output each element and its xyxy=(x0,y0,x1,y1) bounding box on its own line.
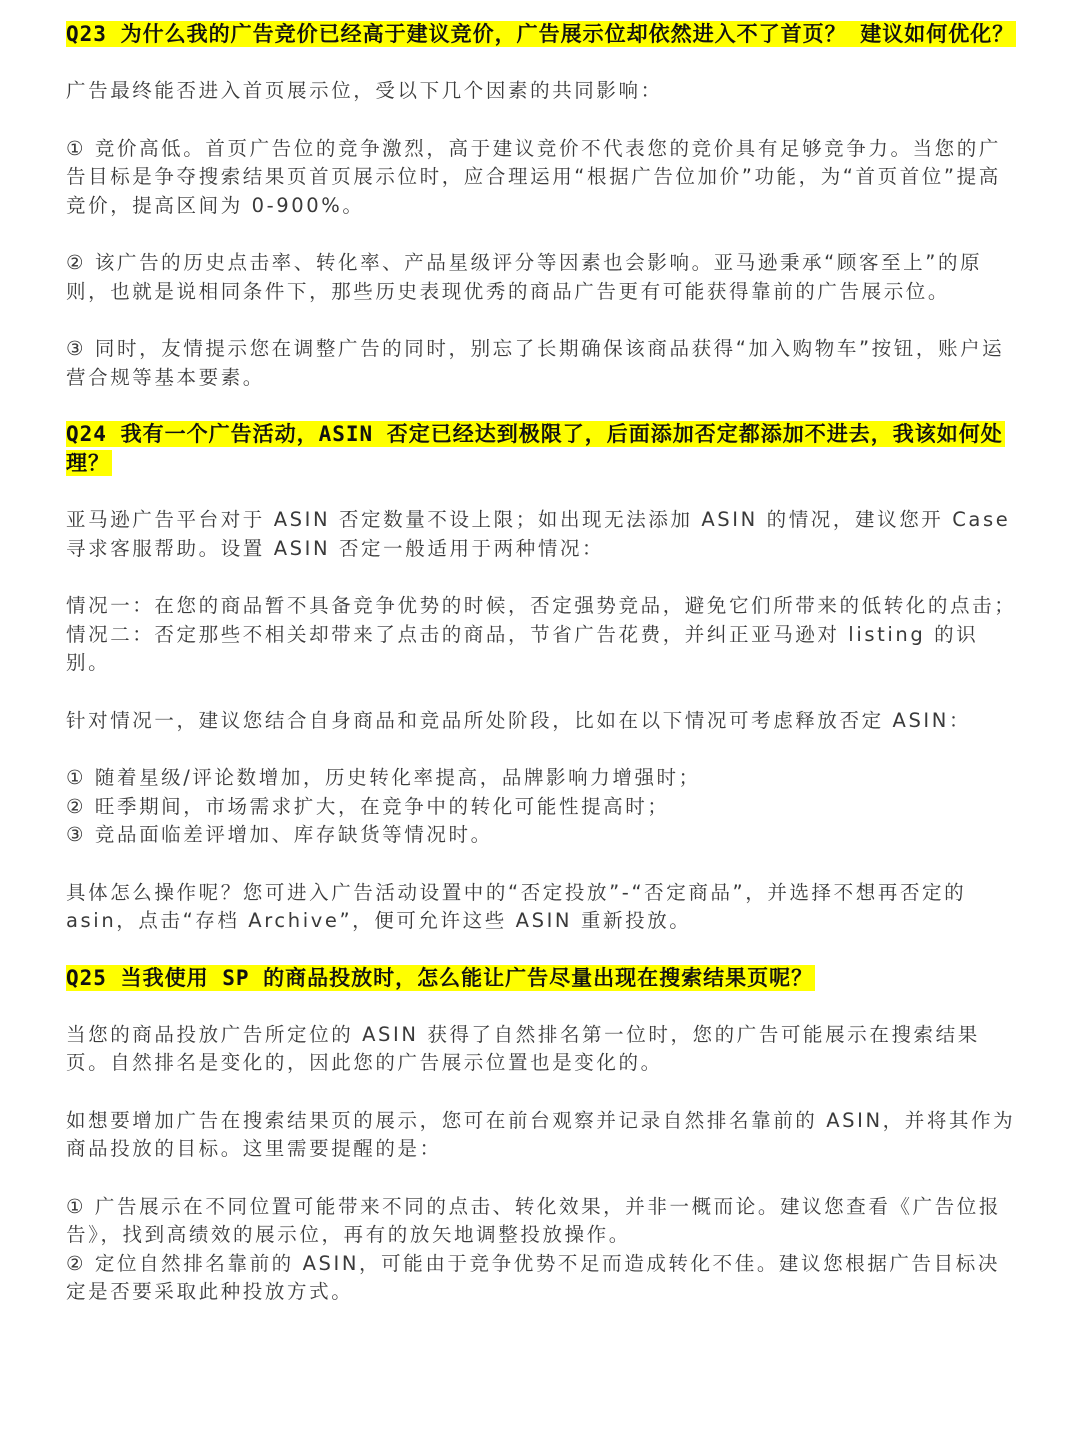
q24-list-item-3: ③ 竞品面临差评增加、库存缺货等情况时。 xyxy=(66,823,493,846)
q25-list-item-1: ① 广告展示在不同位置可能带来不同的点击、转化效果，并非一概而论。建议您查看《广告位报告》，找到高绩效的展示位，再有的放矢地调整投放操作。 xyxy=(66,1194,1001,1246)
q24-list-item-1: ① 随着星级/评论数增加，历史转化率提高，品牌影响力增强时； xyxy=(66,766,701,789)
q24-intro: 亚马逊广告平台对于 ASIN 否定数量不设上限；如出现无法添加 ASIN 的情况，建议您开 Case 寻求客服帮助。设置 ASIN 否定一般适用于两种情况： xyxy=(66,508,1011,560)
q25-heading xyxy=(66,964,1018,993)
q23-point-2: ② 该广告的历史点击率、转化率、产品星级评分等因素也会影响。亚马逊秉承“顾客至上”的原则，也就是说相同条件下，那些历史表现优秀的商品广告更有可能获得靠前的广告展示位。 xyxy=(66,251,983,303)
q24-howto: 具体怎么操作呢？您可进入广告活动设置中的“否定投放”-“否定商品”，并选择不想再否定的 asin，点击“存档 Archive”，便可允许这些 ASIN 重新投放。 xyxy=(66,880,967,932)
q23-heading-text: Q23 为什么我的广告竞价已经高于建议竞价，广告展示位却依然进入不了首页？ 建议如何优化？ xyxy=(66,22,1015,46)
q23-intro: 广告最终能否进入首页展示位，受以下几个因素的共同影响： xyxy=(66,79,663,102)
q24-advice: 针对情况一，建议您结合自身商品和竞品所处阶段，比如在以下情况可考虑释放否定 ASIN： xyxy=(66,708,972,732)
q24-heading xyxy=(66,420,1018,478)
q24-heading-text: Q24 我有一个广告活动，ASIN 否定已经达到极限了，后面添加否定都添加不进去，我该如何处理？ xyxy=(66,422,1003,475)
document-page xyxy=(66,20,1018,1307)
q24-case-2: 情况二：否定那些不相关却带来了点击的商品，节省广告花费，并纠正亚马逊对 listing 的识别。 xyxy=(66,622,979,674)
q24-case-1: 情况一：在您的商品暂不具备竞争优势的时候，否定强势竞品，避免它们所带来的低转化的点击； xyxy=(66,594,1017,617)
q24-list-item-2: ② 旺季期间，市场需求扩大，在竞争中的转化可能性提高时； xyxy=(66,794,670,818)
q25-heading-text: Q25 当我使用 SP 的商品投放时，怎么能让广告尽量出现在搜索结果页呢？ xyxy=(66,965,814,990)
q23-point-3: ③ 同时，友情提示您在调整广告的同时，别忘了长期确保该商品获得“加入购物车”按钮，账户运营合规等基本要素。 xyxy=(66,337,1005,389)
q25-intro: 当您的商品投放广告所定位的 ASIN 获得了自然排名第一位时，您的广告可能展示在搜索结果页。自然排名是变化的，因此您的广告展示位置也是变化的。 xyxy=(66,1022,980,1074)
q25-list-item-2: ② 定位自然排名靠前的 ASIN，可能由于竞争优势不足而造成转化不佳。建议您根据广告目标决定是否要采取此种投放方式。 xyxy=(66,1251,1000,1303)
q25-advice: 如想要增加广告在搜索结果页的展示，您可在前台观察并记录自然排名靠前的 ASIN，并将其作为商品投放的目标。这里需要提醒的是： xyxy=(66,1108,1016,1160)
q23-point-1: ① 竞价高低。首页广告位的竞争激烈，高于建议竞价不代表您的竞价具有足够竞争力。当您的广告目标是争夺搜索结果页首页展示位时，应合理运用“根据广告位加价”功能，为“首页首位”提高竞价，提高区间为 0-900%。 xyxy=(66,136,1001,217)
q23-heading xyxy=(66,20,1018,49)
